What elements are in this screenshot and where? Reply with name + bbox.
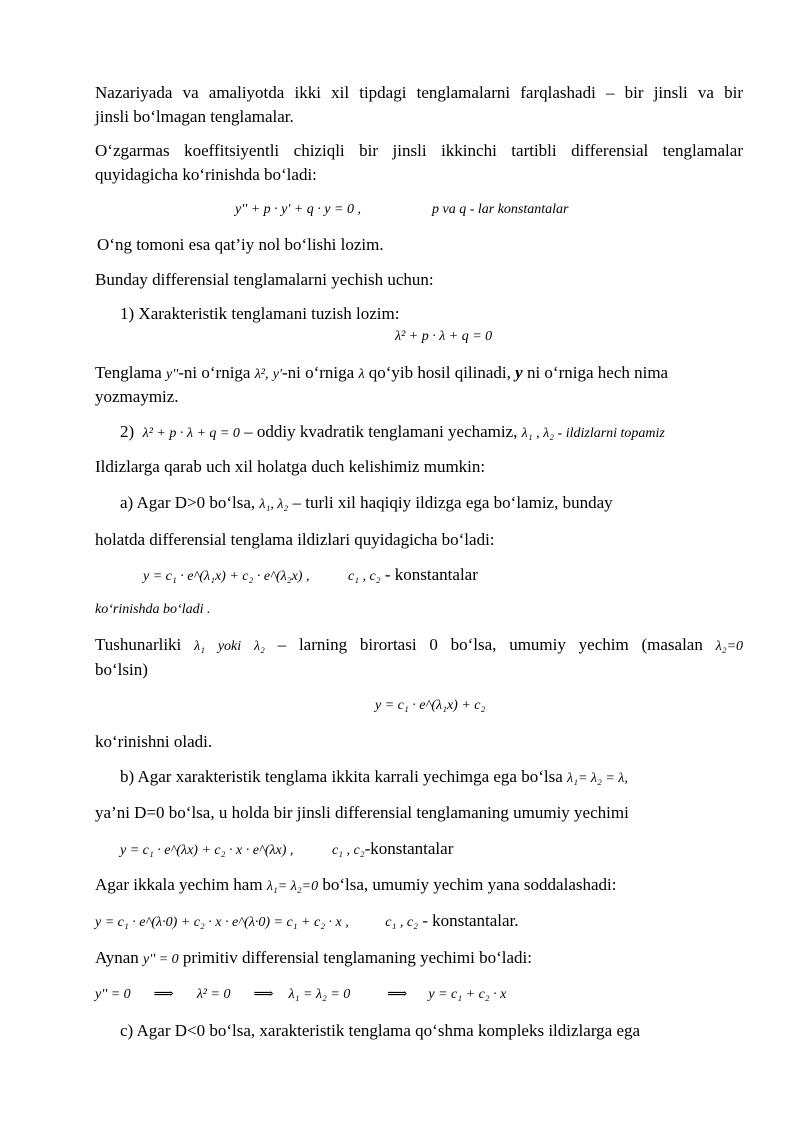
math: λ² + p · λ + q = 0 (142, 426, 240, 441)
chain-step: λ² = 0 (196, 987, 231, 1002)
math: λ², (254, 367, 269, 382)
paragraph-line: quyidagicha ko‘rinishda bo‘ladi: (95, 165, 317, 184)
implies-arrow-icon: ⟹ (153, 987, 174, 1002)
paragraph-line (95, 874, 616, 898)
text: Aynan (95, 948, 139, 967)
equation-distinct-roots: y = c₁ · e^(λ₁x) + c₂ · e^(λ₂x) , (143, 569, 310, 584)
paragraph-line: bo‘lsin) (95, 660, 148, 679)
math: y'' = 0 (143, 952, 179, 967)
math: c₁ , c₂ (385, 915, 418, 930)
paragraph-line: Bunday differensial tenglamalarni yechish uchun: (95, 270, 434, 289)
math: λ₁, λ₂ (259, 497, 289, 512)
chain-step: y'' = 0 (95, 987, 131, 1002)
paragraph-line (95, 362, 668, 386)
equation-line (143, 564, 478, 588)
equation-line (120, 838, 453, 862)
implication-chain (95, 985, 506, 1005)
equation-characteristic: λ² + p · λ + q = 0 (395, 329, 493, 344)
text: – oddiy kvadratik tenglamani yechamiz, (244, 422, 518, 441)
chain-step: y = c₁ + c₂ · x (428, 987, 507, 1002)
math: λ₁ , λ₂ - ildizlarni topamiz (521, 426, 665, 441)
paragraph-line: Ildizlarga qarab uch xil holatga duch kelishimiz mumkin: (95, 457, 486, 476)
text: Tushunarliki (95, 635, 182, 654)
math: yoki (217, 639, 242, 654)
paragraph-line: Nazariyada va amaliyotda ikki xil tipdagi tenglamalarni farqlashadi – bir jinsli va bir (95, 83, 743, 102)
math: λ₂ (253, 639, 265, 654)
text: primitiv differensial tenglamaning yechimi bo‘ladi: (182, 948, 532, 967)
case-c: c) Agar D<0 bo‘lsa, xarakteristik tenglama qo‘shma kompleks ildizlarga ega (120, 1021, 641, 1040)
equation-zero-root: y = c₁ · e^(λ₁x) + c₂ (375, 698, 486, 713)
paragraph-line: O‘ng tomoni esa qat’iy nol bo‘lishi lozim. (97, 235, 384, 254)
text: bo‘lsa, umumiy yechim yana soddalashadi: (322, 875, 617, 894)
math-bold: y (515, 363, 523, 382)
equation-zero-double-root: y = c₁ · e^(λ·0) + c₂ · x · e^(λ·0) = c₁ + c₂ · x , (95, 915, 349, 930)
paragraph-line: jinsli bo‘lmagan tenglamalar. (95, 107, 294, 126)
paragraph-line: ko‘rinishni oladi. (95, 732, 213, 751)
text: qo‘yib hosil qilinadi, (368, 363, 511, 382)
text: b) Agar xarakteristik tenglama ikkita karrali yechimga ega bo‘lsa (120, 767, 563, 786)
step-number: 2) (120, 422, 135, 441)
paragraph-line: ya’ni D=0 bo‘lsa, u holda bir jinsli differensial tenglamaning umumiy yechimi (95, 803, 629, 822)
text: – turli xil haqiqiy ildizga ega bo‘lamiz, bunday (292, 493, 613, 512)
step-1: 1) Xarakteristik tenglamani tuzish lozim: (120, 304, 400, 323)
text: - konstantalar. (422, 911, 519, 930)
text: Agar ikkala yechim ham (95, 875, 263, 894)
math: λ₁= λ₂=0 (266, 879, 319, 894)
text: a) Agar D>0 bo‘lsa, (120, 493, 256, 512)
paragraph-line: holatda differensial tenglama ildizlari quyidagicha bo‘ladi: (95, 530, 495, 549)
case-a (120, 492, 613, 516)
equation-double-root: y = c₁ · e^(λx) + c₂ · x · e^(λx) , (120, 843, 294, 858)
math: λ₂=0 (715, 639, 744, 654)
equation-note: p va q - lar konstantalar (432, 202, 569, 217)
paragraph-line: O‘zgarmas koeffitsiyentli chiziqli bir jinsli ikkinchi tartibli differensial tenglamalar (95, 141, 743, 160)
equation-line (95, 910, 519, 934)
paragraph-line (95, 634, 743, 658)
math: λ (358, 367, 365, 382)
math: c₁ , c₂ (331, 843, 365, 858)
text: -ni o‘rniga (178, 363, 251, 382)
text: ni o‘rniga hech nima (526, 363, 669, 382)
step-2 (120, 421, 665, 445)
text: - konstantalar (384, 565, 478, 584)
text: -ni o‘rniga (281, 363, 355, 382)
implies-arrow-icon: ⟹ (253, 987, 274, 1002)
text: -konstantalar (364, 839, 454, 858)
implies-arrow-icon: ⟹ (387, 987, 408, 1002)
chain-step: λ₁ = λ₂ = 0 (288, 987, 351, 1002)
math: y' (272, 367, 282, 382)
math: λ₁ (194, 639, 206, 654)
paragraph-line: yozmaymiz. (95, 387, 179, 406)
math: λ₁= λ₂ = λ, (567, 771, 628, 786)
text: – larning birortasi 0 bo‘lsa, umumiy yechim (masalan (277, 635, 703, 654)
equation-homogeneous: y'' + p · y' + q · y = 0 , (235, 202, 361, 217)
text: Tenglama (95, 363, 162, 382)
paragraph-line: ko‘rinishda bo‘ladi . (95, 602, 211, 617)
paragraph-line (95, 947, 532, 971)
case-b (120, 766, 628, 790)
math: y'' (166, 367, 179, 382)
math: c₁ , c₂ (347, 569, 381, 584)
